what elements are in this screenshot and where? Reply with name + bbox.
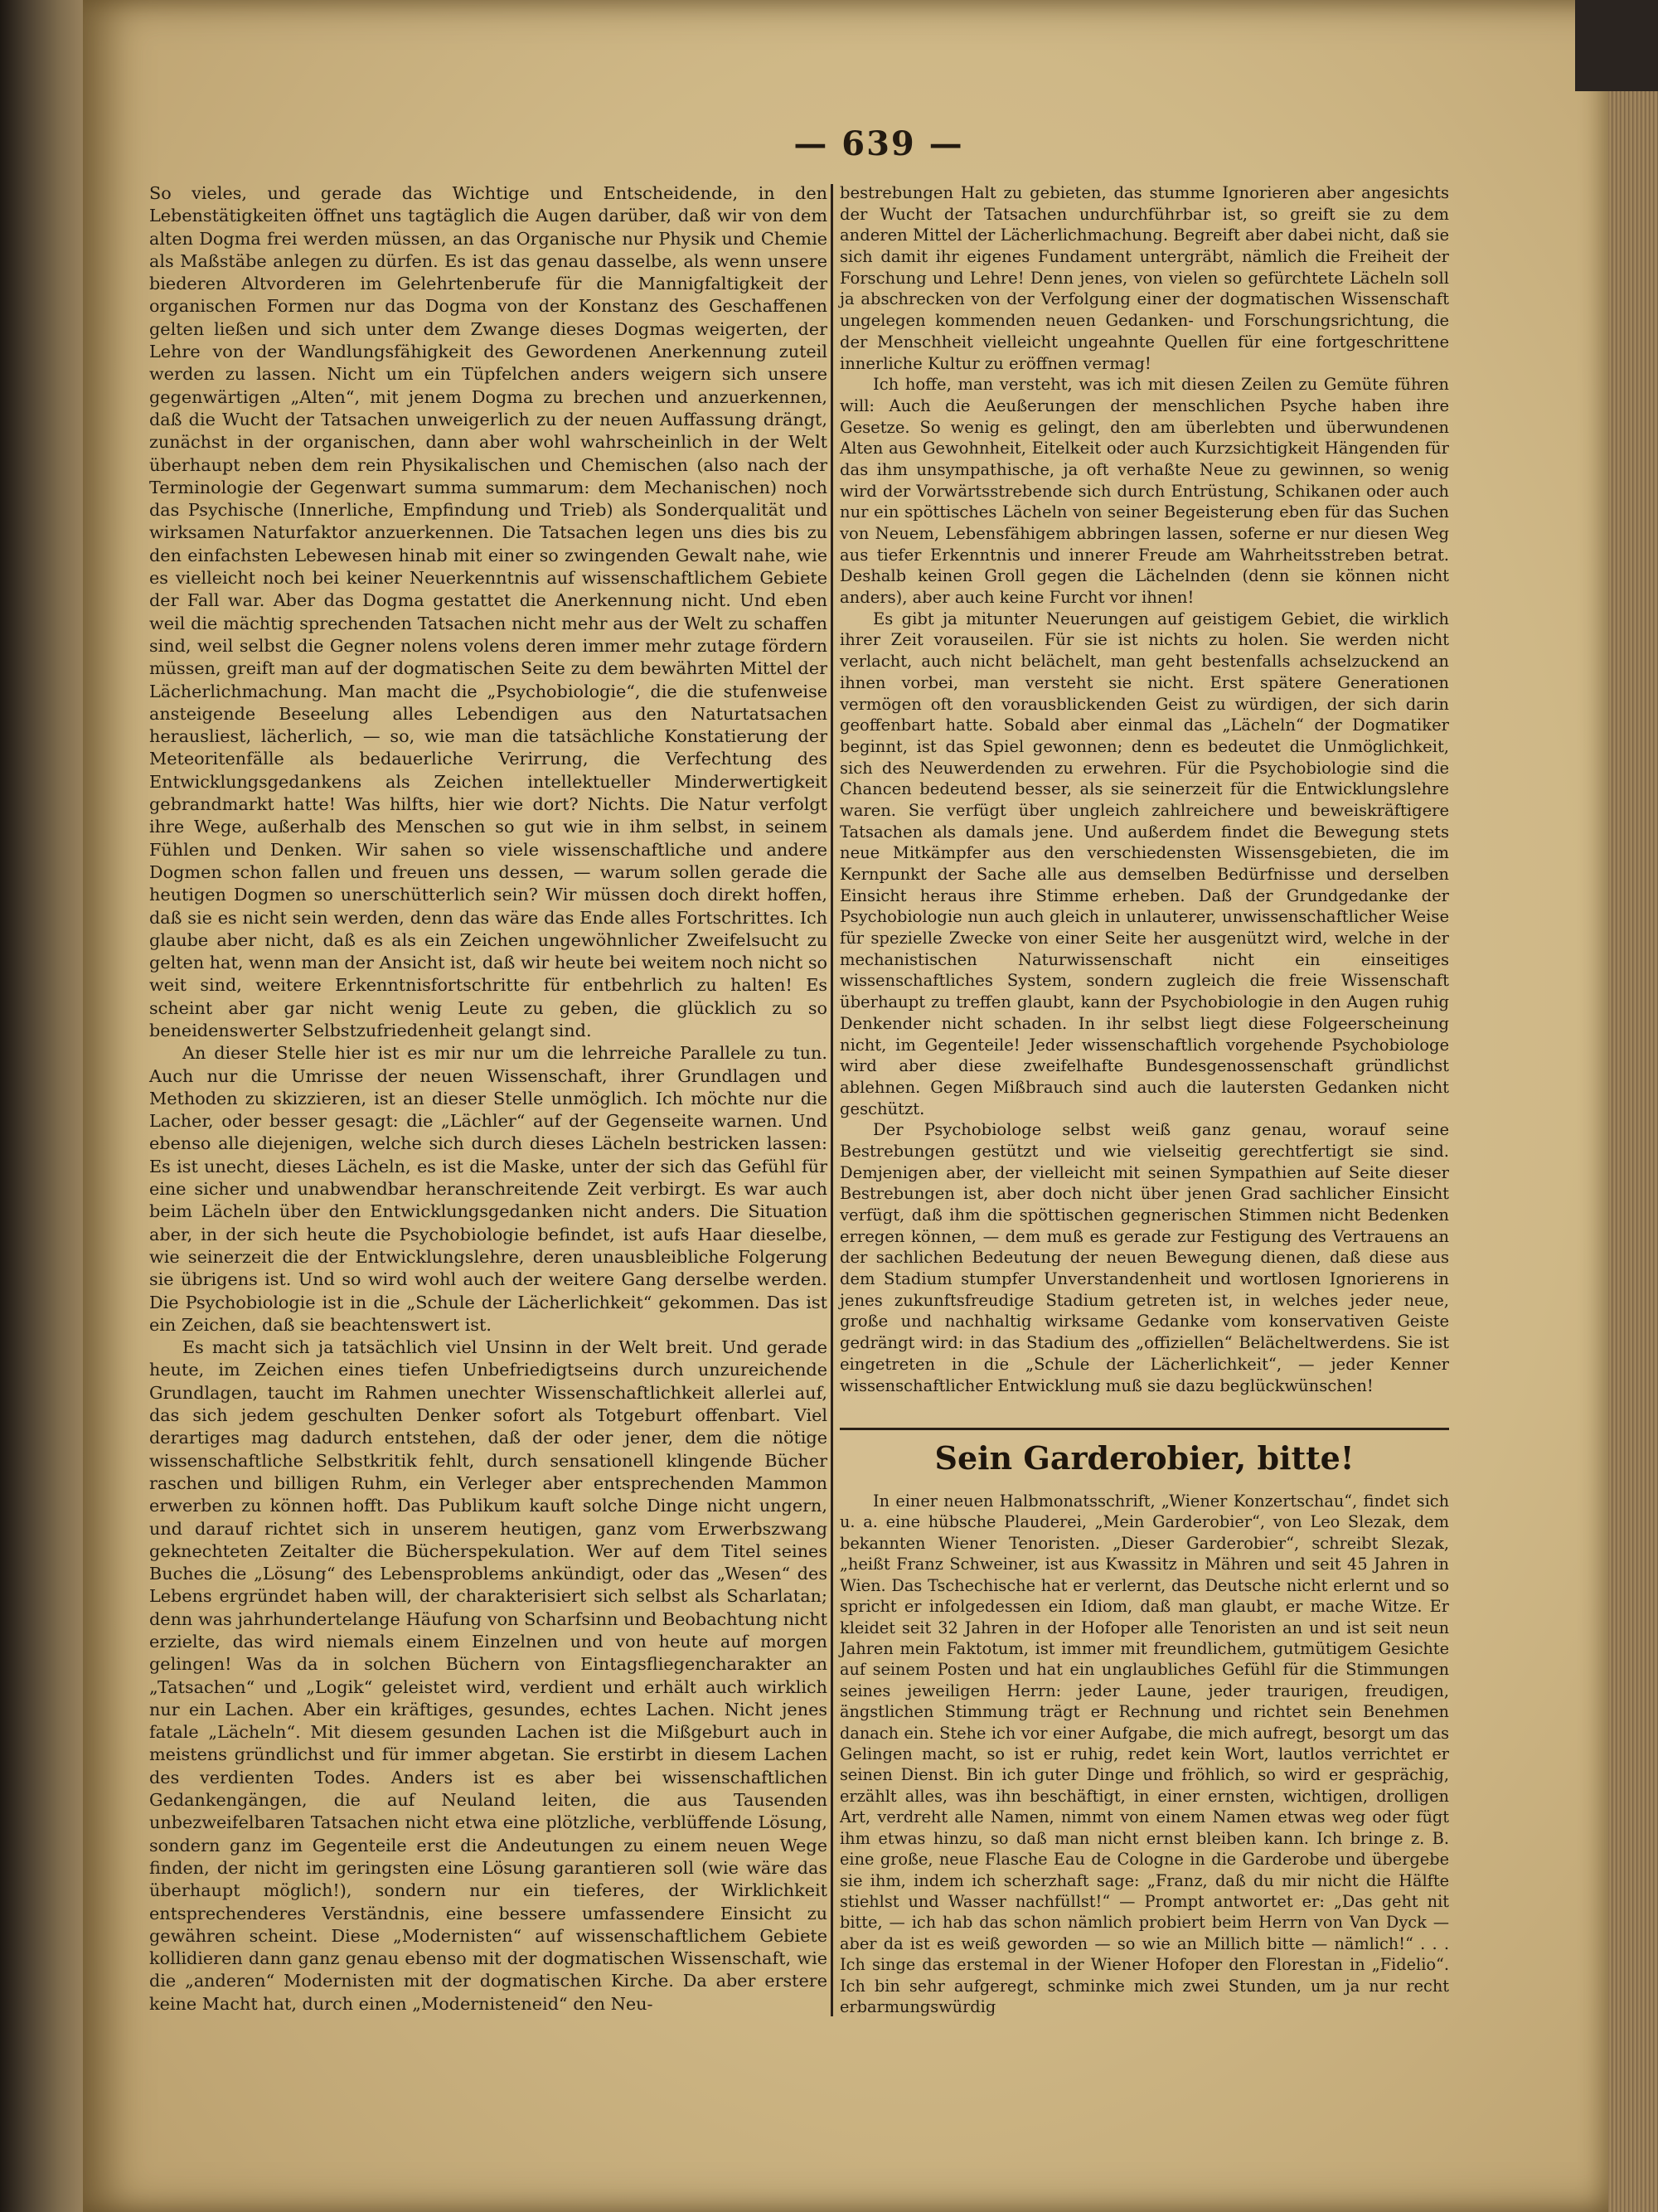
- paragraph: bestrebungen Halt zu gebieten, das stumme Ignorieren aber angesichts der Wucht der Tatsachen undurchführbar ist, so greift sie zu dem anderen Mittel der Lächerlichmachung. Begreift aber dabei nicht, daß sie sich damit ihr eigenes Fundament untergräbt, nämlich die Freiheit der Forschung und Lehre! Denn jenes, von vielen so gefürchtete Lächeln soll ja abschrecken von der Verfolgung einer der dogmatischen Wissenschaft ungelegen kommenden neuen Gedanken- und Forschungsrichtung, die der Menschheit vielleicht ungeahnte Quellen für eine fortgeschrittene innerliche Kultur zu eröffnen vermag!: [840, 183, 1449, 373]
- paragraph: An dieser Stelle hier ist es mir nur um die lehrreiche Parallele zu tun. Auch nur die Umrisse der neuen Wissenschaft, ihrer Grundlagen und Methoden zu skizzieren, ist an dieser Stelle unmöglich. Ich möchte nur die Lacher, oder besser gesagt: die „Lächler“ auf der Gegenseite warnen. Und ebenso alle diejenigen, welche sich durch dieses Lächeln bestricken lassen: Es ist unecht, dieses Lächeln, es ist die Maske, unter der sich das Gefühl für eine sicher und unabwendbar heranschreitende Zeit verbirgt. Es war auch beim Lächeln über den Entwicklungsgedanken nicht anders. Die Situation aber, in der sich heute die Psychobiologie befindet, ist aufs Haar dieselbe, wie seinerzeit die der Entwicklungslehre, deren unausbleibliche Folgerung sie übrigens ist. Und so wird wohl auch der weitere Gang derselbe werden. Die Psychobiologie ist in die „Schule der Lächerlichkeit“ gekommen. Das ist ein Zeichen, daß sie beachtenswert ist.: [149, 1043, 827, 1335]
- page-number: — 639 —: [793, 124, 964, 163]
- second-article-body: [840, 1491, 1449, 2018]
- paragraph: Es macht sich ja tatsächlich viel Unsinn in der Welt breit. Und gerade heute, im Zeichen eines tiefen Unbefriedigtseins durch unzureichende Grundlagen, taucht im Rahmen unechter Wissenschaftlichkeit allerlei auf, das sich jedem geschulten Denker sofort als Totgeburt offenbart. Viel derartiges mag dadurch entstehen, daß der oder jener, dem die nötige wissenschaftliche Selbstkritik fehlt, durch sensationell klingende Bücher raschen und billigen Ruhm, ein Verleger aber entsprechenden Mammon erwerben zu können hofft. Das Publikum kauft solche Dinge nicht ungern, und darauf richtet sich in unserem heutigen, ganz vom Erwerbszwang geknechteten Zeitalter die Bücherspekulation. Wer auf dem Titel seines Buches die „Lösung“ des Lebensproblems ankündigt, oder das „Wesen“ des Lebens ergründet haben will, der charakterisiert sich selbst als Scharlatan; denn was jahrhundertelange Häufung von Scharfsinn und Beobachtung nicht erzielte, das wird niemals einem Einzelnen und von heute auf morgen gelingen! Was da in solchen Büchern von Eintagsfliegencharakter an „Tatsachen“ und „Logik“ geleistet wird, verdient und erhält auch wirklich nur ein Lachen. Aber ein kräftiges, gesundes, echtes Lachen. Nicht jenes fatale „Lächeln“. Mit diesem gesunden Lachen ist die Mißgeburt auch in meistens gründlichst und für immer abgetan. Sie erstirbt in diesem Lachen des verdienten Todes. Anders ist es aber bei wissenschaftlichen Gedankengängen, die auf Neuland leiten, die aus Tausenden unbezweifelbaren Tatsachen nicht etwa eine plötzliche, verblüffende Lösung, sondern ganz im Gegenteile erst die Andeutungen zu einem neuen Wege finden, der nicht im geringsten eine Lösung garantieren soll (wie wäre das überhaupt möglich!), sondern nur ein tieferes, der Wirklichkeit entsprechenderes Verständnis, eine bessere umfassendere Einsicht zu gewähren scheint. Diese „Modernisten“ auf wissenschaftlichem Gebiete kollidieren dann ganz genau ebenso mit der dogmatischen Wissenschaft, wie die „anderen“ Modernisten mit der dogmatischen Kirche. Da aber erstere keine Macht hat, durch einen „Modernisteneid“ den Neu-: [149, 1337, 827, 2014]
- page-edges: [1608, 0, 1658, 2212]
- right-column: [840, 182, 1449, 1396]
- book-binding: [0, 0, 91, 2212]
- paragraph: Ich hoffe, man versteht, was ich mit diesen Zeilen zu Gemüte führen will: Auch die Aeußerungen der menschlichen Psyche haben ihre Gesetze. So wenig es gelingt, den am überlebten und überwundenen Alten aus Gewohnheit, Eitelkeit oder auch Kurzsichtigkeit Hängenden für das ihm unsympathische, ja oft verhaßte Neue zu gewinnen, so wenig wird der Vorwärtsstrebende sich durch Entrüstung, Schikanen oder auch nur ein spöttisches Lächeln von seiner Begeisterung eben für das Suchen von Neuem, Lebensfähigem abbringen lassen, soferne er nur diesen Weg aus tiefer Erkenntnis und innerer Freude am Wahrheitsstreben betrat. Deshalb keinen Groll gegen die Lächelnden (denn sie können nicht anders), aber auch keine Furcht vor ihnen!: [840, 375, 1449, 608]
- cover-corner: [1575, 0, 1658, 91]
- left-column: [149, 182, 827, 2016]
- paragraph: Es gibt ja mitunter Neuerungen auf geistigem Gebiet, die wirklich ihrer Zeit vorauseilen. Für sie ist nichts zu holen. Sie werden nicht verlacht, auch nicht belächelt, man geht bestenfalls achselzuckend an ihnen vorbei, man versteht sie nicht. Erst spätere Generationen vermögen oft den vorausblickenden Geist zu würdigen, der sich darin geoffenbart hatte. Sobald aber einmal das „Lächeln“ der Dogmatiker beginnt, ist das Spiel gewonnen; denn es bedeutet die Unmöglichkeit, sich des Neuwerdenden zu erwehren. Für die Psychobiologie sind die Chancen bedeutend besser, als sie seinerzeit für die Entwicklungslehre waren. Sie verfügt über ungleich zahlreichere und beweiskräftigere Tatsachen als damals jene. Und außerdem findet die Bewegung stets neue Mitkämpfer aus den verschiedensten Wissensgebieten, die im Kernpunkt der Sache alle aus demselben Bedürfnisse und derselben Einsicht heraus ihre Stimme erheben. Daß der Grundgedanke der Psychobiologie nun auch gleich in unlauterer, unwissenschaftlicher Weise für spezielle Zwecke von einer Seite her ausgenützt wird, welche in der mechanistischen Naturwissenschaft nicht ein einseitiges wissenschaftliches System, sondern zugleich die freie Wissenschaft überhaupt zu treffen glaubt, kann der Psychobiologie in den Augen ruhig Denkender nicht schaden. In ihr selbst liegt diese Folgeerscheinung nicht, im Gegenteile! Jeder wissenschaftlich vorgehende Psychobiologe wird aber diese zweifelhafte Bundesgenossenschaft gründlichst ablehnen. Gegen Mißbrauch sind auch die lautersten Gedanken nicht geschützt.: [840, 609, 1449, 1118]
- article-heading: Sein Garderobier, bitte!: [934, 1439, 1355, 1477]
- paragraph: In einer neuen Halbmonatsschrift, „Wiener Konzertschau“, findet sich u. a. eine hübsche Plauderei, „Mein Garderobier“, von Leo Slezak, dem bekannten Wiener Tenoristen. „Dieser Garderobier“, schreibt Slezak, „heißt Franz Schweiner, ist aus Kwassitz in Mähren und seit 45 Jahren in Wien. Das Tschechische hat er verlernt, das Deutsche nicht erlernt und so spricht er infolgedessen ein Idiom, daß man glaubt, er mache Witze. Er kleidet seit 32 Jahren in der Hofoper alle Tenoristen an und ist seit neun Jahren mein Faktotum, ist immer mit freundlichem, gutmütigem Gesichte auf seinem Posten und hat ein unglaubliches Gefühl für die Stimmungen seines jeweiligen Herrn: jeder Laune, jeder traurigen, freudigen, ängstlichen Stimmung trägt er Rechnung und richtet sein Benehmen danach ein. Stehe ich vor einer Aufgabe, die mich aufregt, besorgt um das Gelingen macht, so ist er ruhig, redet kein Wort, lautlos verrichtet er seinen Dienst. Bin ich guter Dinge und fröhlich, so wird er gesprächig, erzählt alles, was ihn beschäftigt, in einer ernsten, wichtigen, drolligen Art, verdreht alle Namen, nimmt von einem Namen etwas weg oder fügt ihm etwas hinzu, so daß man nicht ernst bleiben kann. Ich bringe z. B. eine große, neue Flasche Eau de Cologne in die Garderobe und übergebe sie ihm, indem ich scherzhaft sage: „Franz, daß du mir nicht die Hälfte stiehlst und Wasser nachfüllst!“ — Prompt antwortet er: „Das geht nit bitte, — ich hab das schon nämlich probiert beim Herrn von Van Dyck — aber da ist es weiß geworden — so wie an Millich bitte — nämlich!“ . . . Ich singe das erstemal in der Wiener Hofoper den Florestan in „Fidelio“. Ich bin sehr aufgeregt, schminke mich zwei Stunden, um ja nur recht erbarmungswürdig: [840, 1492, 1449, 2017]
- article-separator: [840, 1428, 1449, 1430]
- paragraph: Der Psychobiologe selbst weiß ganz genau, worauf seine Bestrebungen gestützt und wie vielseitig gerechtfertigt sie sind. Demjenigen aber, der vielleicht mit seinen Sympathien auf Seite dieser Bestrebungen ist, aber doch nicht über jenen Grad sachlicher Einsicht verfügt, daß ihm die spöttischen gegnerischen Stimmen nicht Bedenken erregen können, — dem muß es gerade zur Festigung des Vertrauens an der sachlichen Bedeutung der neuen Bewegung dienen, daß diese aus dem Stadium stumpfer Unverstandenheit und wortlosen Ignorierens in jenes zukunftsfreudige Stadium getreten ist, in welches jeder neue, große und nachhaltig wirksame Gedanke vom konservativen Geiste gedrängt wird: in das Stadium des „offiziellen“ Belächeltwerdens. Sie ist eingetreten in die „Schule der Lächerlichkeit“, — jeder Kenner wissenschaftlicher Entwicklung muß sie dazu beglückwünschen!: [840, 1120, 1449, 1395]
- paragraph: So vieles, und gerade das Wichtige und Entscheidende, in den Lebenstätigkeiten öffnet uns tagtäglich die Augen darüber, daß wir von dem alten Dogma frei werden müssen, an das Organische nur Physik und Chemie als Maßstäbe anlegen zu dürfen. Es ist das genau dasselbe, als wenn unsere biederen Altvorderen im Gelehrtenberufe für die Mannigfaltigkeit der organischen Formen nur das Dogma von der Konstanz des Geschaffenen gelten ließen und sich unter dem Zwange dieses Dogmas weigerten, der Lehre von der Wandlungsfähigkeit des Gewordenen Anerkennung zuteil werden zu lassen. Nicht um ein Tüpfelchen anders weigern sich unsere gegenwärtigen „Alten“, mit jenem Dogma zu brechen und anzuerkennen, daß die Wucht der Tatsachen unweigerlich zu der neuen Auffassung drängt, zunächst in der organischen, dann aber wohl wahrscheinlich in der Welt überhaupt neben dem rein Physikalischen und Chemischen (also nach der Terminologie der Gegenwart summa summarum: dem Mechanischen) noch das Psychische (Innerliche, Empfindung und Trieb) als Sonderqualität und wirksamen Naturfaktor anzuerkennen. Die Tatsachen legen uns dies bis zu den einfachsten Lebewesen hinab mit einer so zwingenden Gewalt nahe, wie es vielleicht noch bei keiner Neuerkenntnis auf wissenschaftlichem Gebiete der Fall war. Aber das Dogma gestattet die Anerkennung nicht. Und eben weil die mächtig sprechenden Tatsachen nicht mehr aus der Welt zu schaffen sind, weil selbst die Gegner nolens volens deren immer mehr zutage fördern müssen, greift man auf der dogmatischen Seite zu dem bewährten Mittel der Lächerlichmachung. Man macht die „Psychobiologie“, die die stufenweise ansteigende Beseelung alles Lebendigen aus den Naturtatsachen herausliest, lächerlich, — so, wie man die tatsächliche Konstatierung der Meteoritenfälle als bedauerliche Verirrung, die Verfechtung des Entwicklungsgedankens als Zeichen intellektueller Minderwertigkeit gebrandmarkt hatte! Was hilfts, hier wie dort? Nichts. Die Natur verfolgt ihre Wege, außerhalb des Menschen so gut wie in ihm selbst, in seinem Fühlen und Denken. Wir sahen so viele wissenschaftliche und andere Dogmen schon fallen und freuen uns dessen, — warum sollen gerade die heutigen Dogmen so unerschütterlich sein? Wir müssen doch direkt hoffen, daß sie es nicht sein werden, denn das wäre das Ende alles Fortschrittes. Ich glaube aber nicht, daß es als ein Zeichen ungewöhnlicher Zweifelsucht zu gelten hat, wenn man der Ansicht ist, daß wir heute bei weitem noch nicht so weit sind, weitere Erkenntnisfortschritte für entbehrlich zu halten! Es scheint aber gar nicht wenig Leute zu geben, die glücklich zu so beneidenswerter Selbstzufriedenheit gelangt sind.: [149, 183, 827, 1041]
- column-divider: [831, 184, 833, 2016]
